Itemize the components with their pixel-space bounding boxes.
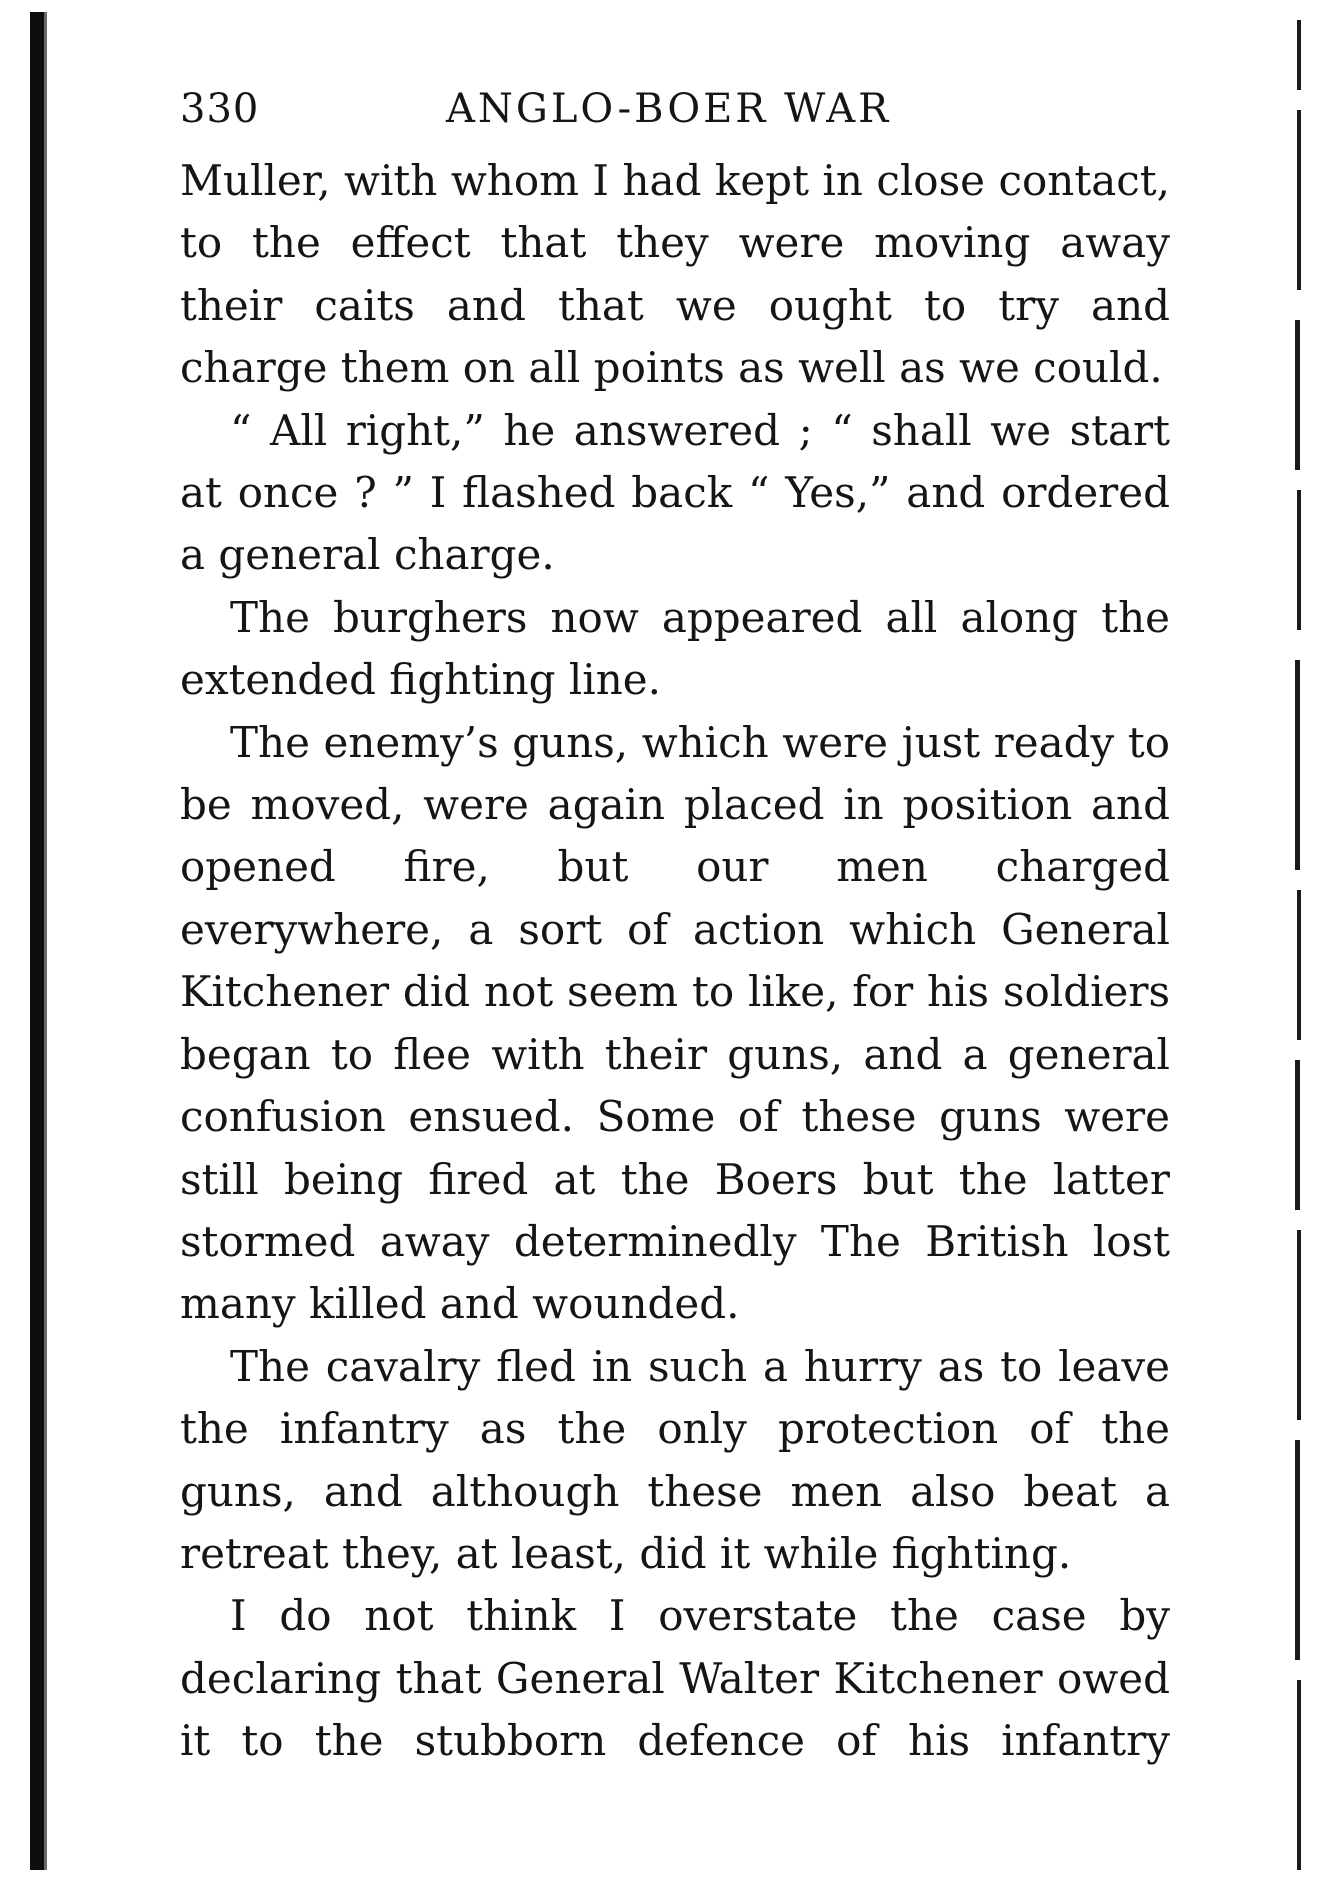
page-number: 330 xyxy=(180,86,260,132)
binding-edge-shadow xyxy=(44,12,47,1870)
page-header xyxy=(180,86,1170,136)
paragraph-3: The burghers now appeared all along the extended fighting line. xyxy=(180,592,1170,705)
binding-edge xyxy=(30,12,44,1870)
paragraph-6: I do not think I overstate the case by declaring that General Walter Kitchener owed it to the stubborn defence of his infantry xyxy=(180,1591,1170,1766)
paragraph-1: Muller, with whom I had kept in close contact, to the effect that they were moving away their caits and that we ought to try and charge them on all points as well as we could. xyxy=(180,156,1170,393)
page-right-edge xyxy=(1297,20,1303,1870)
paragraph-2: “ All right,” he answered ; “ shall we start at once ? ” I flashed back “ Yes,” and ordered a general charge. xyxy=(180,405,1170,580)
paragraph-4: The enemy’s guns, which were just ready to be moved, were again placed in position and opened fire, but our men charged everywhere, a sort of action which General Kitchener did not seem to like, for his soldiers began to flee with their guns, and a general confusion ensued. Some of these guns were still being fired at the Boers but the latter stormed away determinedly The British lost many killed and wounded. xyxy=(180,717,1170,1329)
running-title: ANGLO-BOER WAR xyxy=(446,86,892,132)
body-text xyxy=(180,150,1170,1773)
paragraph-5: The cavalry fled in such a hurry as to leave the infantry as the only protection of the guns, and although these men also beat a retreat they, at least, did it while fighting. xyxy=(180,1341,1170,1578)
